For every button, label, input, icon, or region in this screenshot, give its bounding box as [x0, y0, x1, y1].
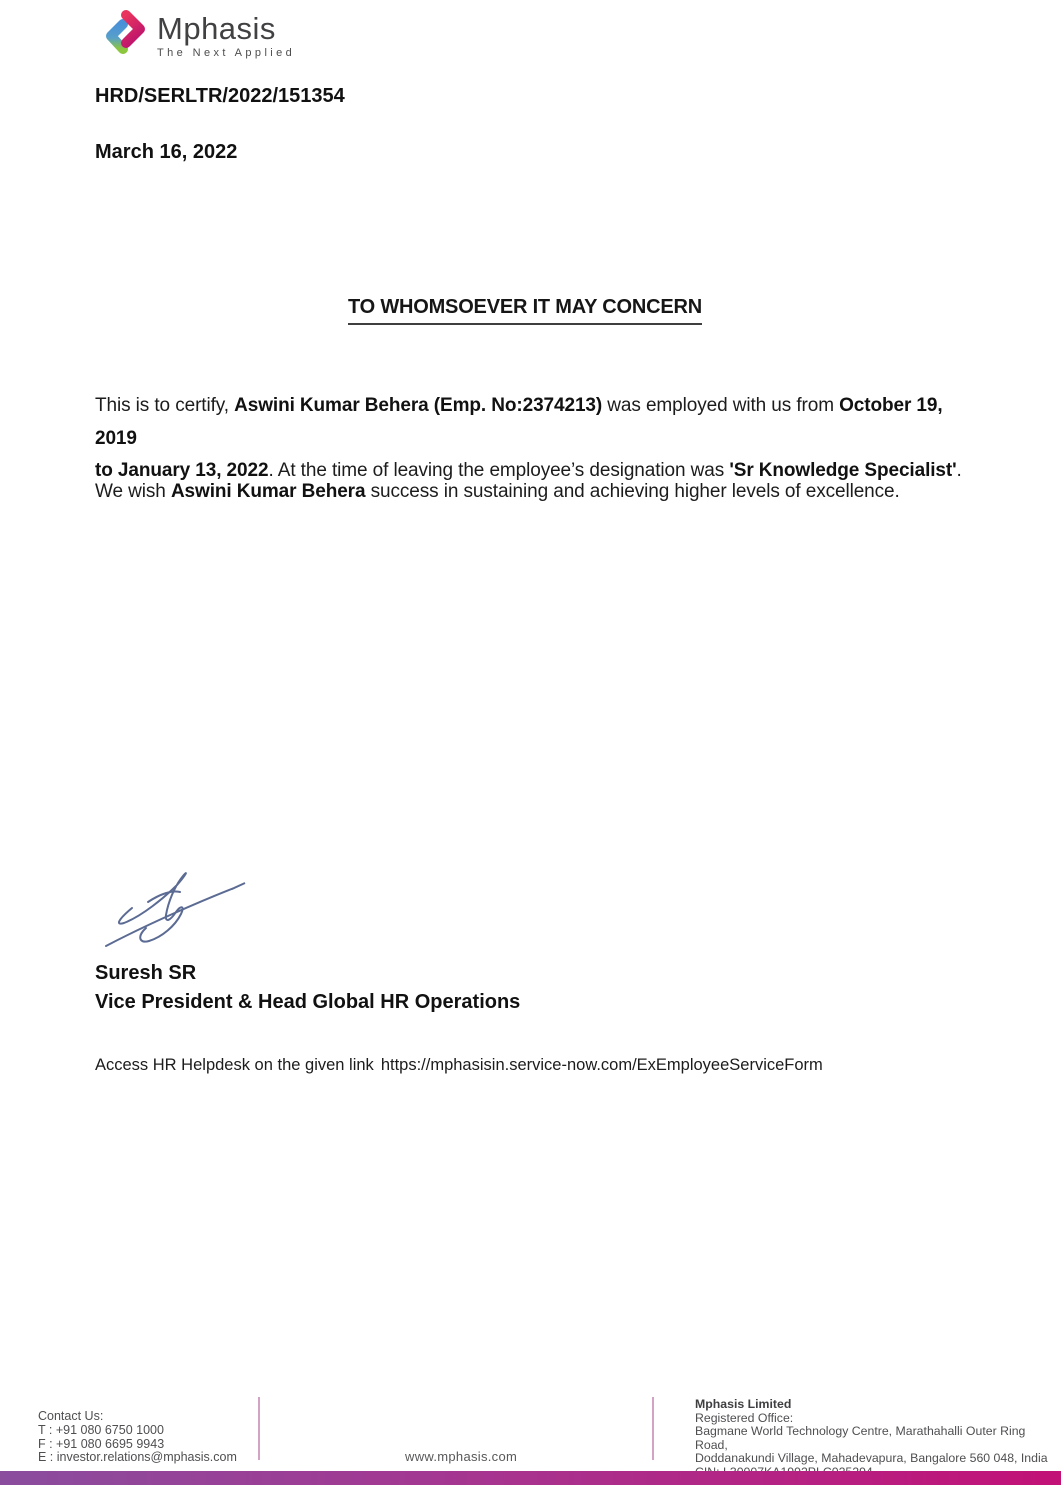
footer-website: www.mphasis.com — [405, 1449, 518, 1464]
hr-helpdesk-line — [95, 1056, 823, 1075]
company-logo — [103, 8, 295, 63]
brand-name: Mphasis — [157, 11, 276, 46]
employee-name: Aswini Kumar Behera — [170, 481, 366, 502]
mphasis-logo-icon — [103, 8, 149, 63]
signatory-title: Vice President & Head Global HR Operations — [95, 991, 521, 1013]
company-address-line2: Doddanakundi Village, Mahadevapura, Bangalore 560 048, India — [695, 1451, 1048, 1465]
brand-tagline: The Next Applied — [157, 47, 296, 59]
footer-divider-left — [258, 1397, 260, 1460]
letter-date: March 16, 2022 — [95, 141, 238, 163]
employee-name-id: Aswini Kumar Behera (Emp. No:2374213) — [234, 395, 603, 416]
letter-title: TO WHOMSOEVER IT MAY CONCERN — [348, 296, 702, 325]
reference-number: HRD/SERLTR/2022/151354 — [95, 85, 345, 107]
signatory-block — [95, 959, 520, 1017]
helpdesk-url: https://mphasisin.service-now.com/ExEmployeeServiceForm — [380, 1056, 823, 1074]
signatory-name: Suresh SR — [95, 962, 197, 984]
employment-end-date: to January 13, 2022 — [95, 460, 269, 481]
designation: 'Sr Knowledge Specialist' — [729, 460, 957, 481]
contact-fax: F : +91 080 6695 9943 — [38, 1436, 165, 1451]
company-address-line1: Bagmane World Technology Centre, Marathahalli Outer Ring Road, — [695, 1424, 1026, 1452]
contact-heading: Contact Us: — [38, 1409, 104, 1423]
body-paragraph-2: We wish Aswini Kumar Behera success in sustaining and achieving higher levels of excellence. — [95, 481, 900, 502]
contact-email: E : investor.relations@mphasis.com — [38, 1450, 237, 1465]
footer-contact-block — [38, 1410, 237, 1465]
company-name: Mphasis Limited — [695, 1397, 792, 1411]
signature-image — [88, 862, 263, 962]
para1-text: This is to certify, — [95, 395, 235, 416]
footer-divider-right — [652, 1397, 654, 1460]
registered-office-label: Registered Office: — [695, 1410, 794, 1425]
employment-start-date: October 19, 2019 — [95, 395, 943, 449]
contact-phone: T : +91 080 6750 1000 — [38, 1422, 164, 1437]
brand-color-bar — [0, 1471, 1061, 1485]
footer-company-block — [695, 1398, 1061, 1479]
body-paragraph-1: This is to certify, Aswini Kumar Behera (Emp. No:2374213) was employed with us from October 19, 2019 to January 13, 2022. At the time of leaving the employee’s designation was 'Sr Knowledge Specialist'. — [95, 395, 962, 481]
helpdesk-text: Access HR Helpdesk on the given link — [95, 1056, 374, 1074]
